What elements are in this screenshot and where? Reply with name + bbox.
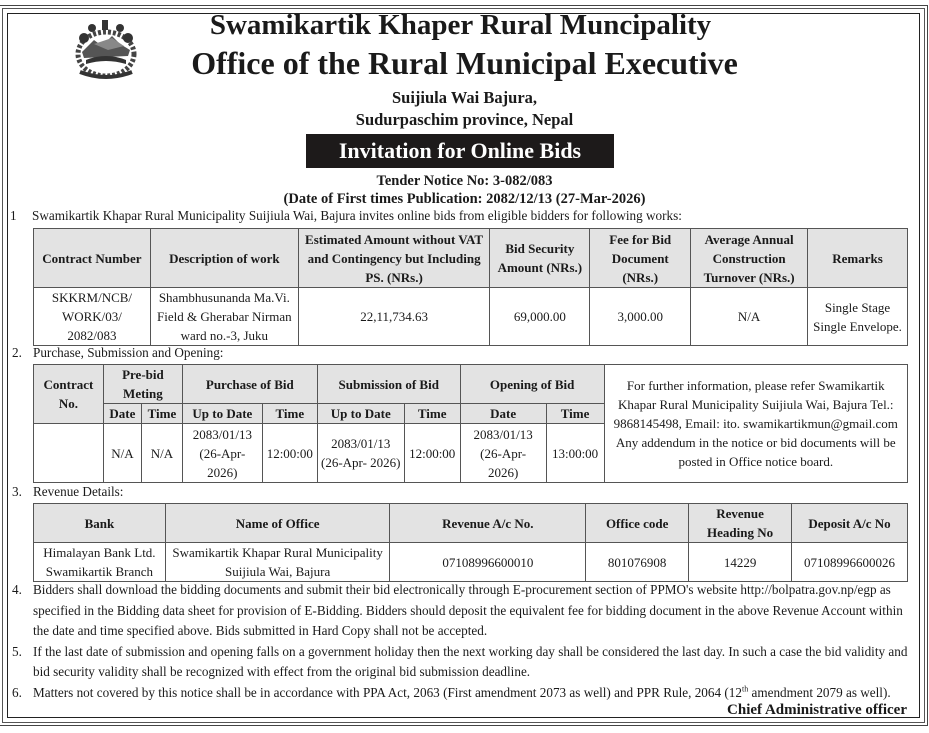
submission-time: 12:00:00 bbox=[404, 424, 460, 483]
office-code: 801076908 bbox=[586, 543, 689, 582]
further-info: For further information, please refer Swamikartik Khapar Rural Municipality Suijiula Wai, Bajura Tel.: 9868145498, Email: ito. swamikartikmun@gmail.com Any addendum in the notice or bid documents will be posted in Office notice board. bbox=[604, 365, 907, 483]
works-table bbox=[33, 228, 908, 346]
col-deposit-ac: Deposit A/c No bbox=[792, 504, 908, 543]
col-opening-date: Date bbox=[460, 404, 546, 424]
clause-4 bbox=[12, 580, 912, 642]
col-purchase-time: Time bbox=[262, 404, 317, 424]
col-heading-no: Revenue Heading No bbox=[689, 504, 792, 543]
section-1-number: 1 bbox=[10, 208, 17, 223]
purchase-time: 12:00:00 bbox=[262, 424, 317, 483]
col-opening-time: Time bbox=[546, 404, 604, 424]
tender-notice-number: Tender Notice No: 3-082/083 bbox=[376, 173, 553, 189]
prebid-date: N/A bbox=[103, 424, 141, 483]
municipality-name: Swamikartik Khaper Rural Muncipality bbox=[209, 9, 712, 41]
signature: Chief Administrative officer bbox=[727, 702, 907, 718]
office-title: Office of the Rural Municipal Executive bbox=[191, 45, 738, 81]
section-1-text: Swamikartik Khapar Rural Municipality Suijiula Wai, Bajura invites online bids from eligible bidders for following works: bbox=[32, 208, 682, 223]
bank: Himalayan Bank Ltd. Swamikartik Branch bbox=[34, 543, 166, 582]
col-submission-time: Time bbox=[404, 404, 460, 424]
section-3-title: Revenue Details: bbox=[33, 484, 124, 499]
section-2-number: 2. bbox=[12, 345, 22, 360]
table-row bbox=[34, 543, 908, 582]
col-bid-security: Bid Security Amount (NRs.) bbox=[490, 229, 590, 288]
col-contract-number: Contract Number bbox=[34, 229, 151, 288]
col-opening: Opening of Bid bbox=[460, 365, 604, 404]
col-remarks: Remarks bbox=[808, 229, 908, 288]
contract-no bbox=[34, 424, 104, 483]
clause-5-text: If the last date of submission and opening falls on a government holiday then the next working day shall be considered the last day. In such a case the bid validity and bid security validity shall be recognized with effect from the original bid submission deadline. bbox=[33, 643, 908, 679]
clause-5 bbox=[12, 642, 912, 683]
opening-time: 13:00:00 bbox=[546, 424, 604, 483]
revenue-header-row bbox=[34, 504, 908, 543]
address-line-1: Suijiula Wai Bajura, bbox=[391, 88, 538, 107]
col-turnover: Average Annual Construction Turnover (NRs.) bbox=[691, 229, 808, 288]
col-purchase-date: Up to Date bbox=[182, 404, 262, 424]
col-office-name: Name of Office bbox=[165, 504, 390, 543]
clause-4-text: Bidders shall download the bidding documents and submit their bid electronically through E-procurement section of PPMO's website http://bolpatra.gov.np/egp as specified in the Bidding data sheet for provision of E-Bidding. Bidders should deposit the equivalent fee for bidding document in the above Revenue Account within the date and time specified above. Bids submitted in Hard Copy shall not be accepted. bbox=[33, 582, 903, 638]
prebid-time: N/A bbox=[141, 424, 182, 483]
schedule-table bbox=[33, 364, 908, 483]
col-fee: Fee for Bid Document (NRs.) bbox=[590, 229, 691, 288]
heading-no: 14229 bbox=[689, 543, 792, 582]
clause-4-number: 4. bbox=[12, 582, 22, 597]
turnover: N/A bbox=[691, 288, 808, 346]
publication-date: (Date of First times Publication: 2082/12/13 (27-Mar-2026) bbox=[283, 191, 646, 207]
section-1-intro bbox=[10, 206, 682, 226]
col-contract-no: Contract No. bbox=[34, 365, 104, 424]
invitation-banner: Invitation for Online Bids bbox=[306, 134, 614, 168]
bid-security: 69,000.00 bbox=[490, 288, 590, 346]
office-name: Swamikartik Khapar Rural Municipality Suijiula Wai, Bajura bbox=[165, 543, 390, 582]
col-prebid: Pre-bid Meting bbox=[103, 365, 182, 404]
section-2-heading bbox=[12, 344, 223, 362]
submission-date: 2083/01/13 (26-Apr- 2026) bbox=[317, 424, 404, 483]
schedule-header-row-1 bbox=[34, 365, 908, 404]
table-row bbox=[34, 288, 908, 346]
clause-6-sup: th bbox=[741, 684, 749, 694]
clauses-list bbox=[12, 580, 912, 703]
col-submission: Submission of Bid bbox=[317, 365, 460, 404]
address-line-2: Sudurpaschim province, Nepal bbox=[355, 110, 574, 129]
clause-6-text-b: amendment 2079 as well). bbox=[748, 684, 891, 700]
clause-6-number: 6. bbox=[12, 684, 22, 700]
estimated-amount: 22,11,734.63 bbox=[298, 288, 490, 346]
clause-6-text-a: Matters not covered by this notice shall be in accordance with PPA Act, 2063 (First amendment 2073 as well) and PPR Rule, 2064 (12 bbox=[33, 684, 742, 700]
section-2-title: Purchase, Submission and Opening: bbox=[33, 345, 224, 360]
revenue-ac: 07108996600010 bbox=[390, 543, 586, 582]
section-3-heading bbox=[12, 483, 123, 501]
col-purchase: Purchase of Bid bbox=[182, 365, 317, 404]
col-office-code: Office code bbox=[586, 504, 689, 543]
remarks: Single Stage Single Envelope. bbox=[808, 288, 908, 346]
clause-5-number: 5. bbox=[12, 643, 22, 659]
document-fee: 3,000.00 bbox=[590, 288, 691, 346]
col-prebid-time: Time bbox=[141, 404, 182, 424]
purchase-date: 2083/01/13 (26-Apr- 2026) bbox=[182, 424, 262, 483]
col-description: Description of work bbox=[150, 229, 298, 288]
col-submission-date: Up to Date bbox=[317, 404, 404, 424]
deposit-ac: 07108996600026 bbox=[792, 543, 908, 582]
works-table-header bbox=[34, 229, 908, 288]
municipality-title bbox=[0, 8, 929, 42]
col-estimated-amount: Estimated Amount without VAT and Contingency but Including PS. (NRs.) bbox=[298, 229, 490, 288]
revenue-table bbox=[33, 503, 908, 582]
opening-date: 2083/01/13 (26-Apr- 2026) bbox=[460, 424, 546, 483]
contract-number: SKKRM/NCB/ WORK/03/ 2082/083 bbox=[34, 288, 151, 346]
col-bank: Bank bbox=[34, 504, 166, 543]
work-description: Shambhusunanda Ma.Vi. Field & Gherabar Nirman ward no.-3, Juku bbox=[150, 288, 298, 346]
col-revenue-ac: Revenue A/c No. bbox=[390, 504, 586, 543]
section-3-number: 3. bbox=[12, 484, 22, 499]
col-prebid-date: Date bbox=[103, 404, 141, 424]
